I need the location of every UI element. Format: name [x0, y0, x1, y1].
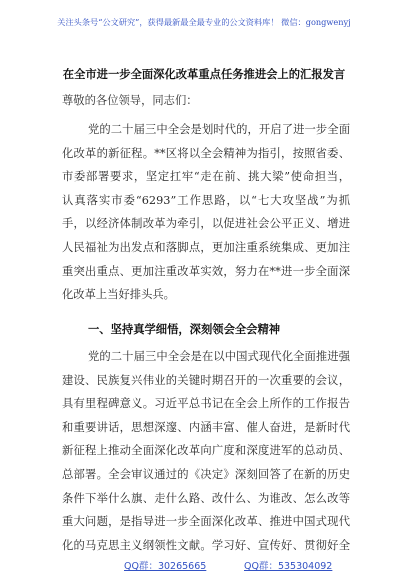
section-heading: 一、坚持真学细悟，深刻领会全会精神 [88, 323, 281, 336]
text-line: 人民福祉为出发点和落脚点，更加注重系统集成、更加注 [62, 240, 350, 254]
text-line: 和重要讲话，思想深邃、内涵丰富、催人奋进，是新时代 [62, 420, 350, 434]
text-line: 总部署。全会审议通过的《决定》深刻回答了在新的历史 [62, 467, 350, 481]
text-line: 市委部署要求，坚定扛牢“走在前、挑大梁”使命担当， [62, 170, 350, 184]
text-line: 具有里程碑意义。习近平总书记在全会上所作的工作报告 [62, 397, 350, 411]
header-banner: 关注头条号“公文研究”，获得最新最全最专业的公文资料库！ 微信：gongwenyj [57, 17, 351, 27]
text-line: 建设、民族复兴伟业的关键时期召开的一次重要的会议， [62, 373, 350, 387]
text-line: 重突出重点、更加注重改革实效，努力在**进一步全面深 [62, 264, 350, 278]
text-line: 党的二十届三中全会是划时代的，开启了进一步全面 [88, 123, 350, 136]
text-line: 化的马克思主义纲领性文献。学习好、宣传好、贯彻好全 [62, 538, 350, 552]
text-line: 化改革的新征程。**区将以全会精神为指引，按照省委、 [62, 146, 350, 160]
text-line: 党的二十届三中全会是在以中国式现代化全面推进强 [88, 350, 350, 363]
text-line: 化改革上当好排头兵。 [62, 288, 175, 302]
qq-group-link-2[interactable]: QQ群：535304092 [244, 561, 333, 572]
paragraph-section-1 [62, 345, 350, 557]
text-line: 重大问题，是指导进一步全面深化改革、推进中国式现代 [62, 515, 350, 529]
text-line: 新征程上推动全面深化改革向广度和深度进军的总动员、 [62, 444, 350, 458]
salutation: 尊敬的各位领导，同志们： [62, 94, 198, 107]
document-title: 在全市进一步全面深化改革重点任务推进会上的汇报发言 [62, 67, 346, 81]
text-line: 条件下举什么旗、走什么路、改什么、为谁改、怎么改等 [62, 491, 350, 505]
text-line: 手，以经济体制改革为牵引，以促进社会公平正义、增进 [62, 217, 350, 231]
qq-group-link-1[interactable]: QQ群：30265665 [124, 561, 207, 572]
text-line: 认真落实市委“6293”工作思路，以“七大攻坚战”为抓 [62, 193, 350, 207]
paragraph-intro [62, 118, 350, 307]
